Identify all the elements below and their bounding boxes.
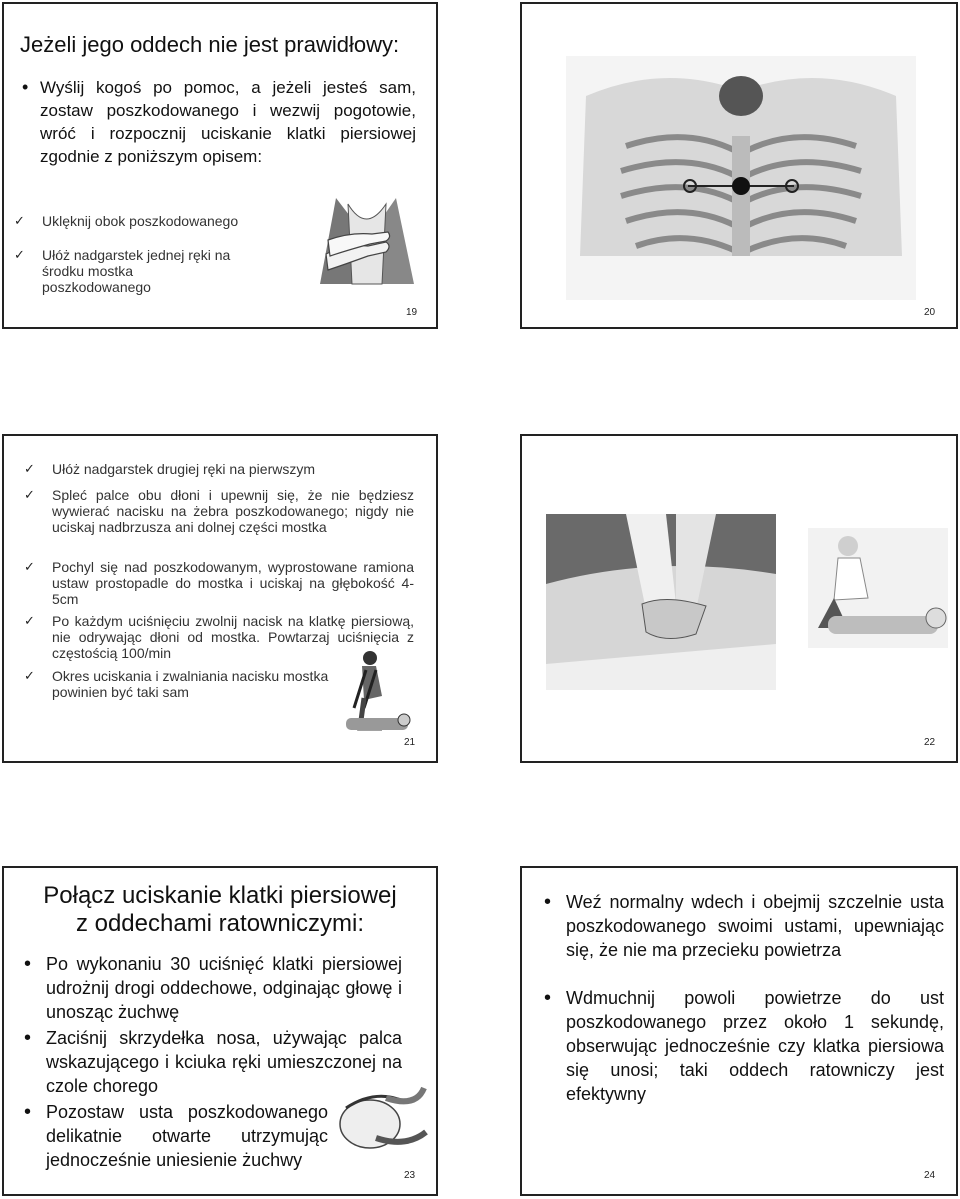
- check-item: [24, 668, 342, 700]
- page-number: 21: [404, 737, 416, 748]
- check-item: [24, 487, 414, 535]
- check-text: Okres uciskania i zwalniania nacisku mostka powinien być taki sam: [52, 668, 329, 700]
- ribcage-anatomy-image: [566, 56, 916, 300]
- checkmark-icon: ✓: [24, 487, 35, 502]
- hands-on-chest-illustration: [316, 194, 416, 286]
- page-number: 19: [406, 307, 418, 318]
- check-item: [14, 213, 302, 229]
- slide-22: [520, 434, 958, 763]
- check-text: Spleć palce obu dłoni i upewnij się, że nie będziesz wywierać nacisku na żebra poszkodowanego; nigdy nie uciskaj nadbrzusza ani dolnej części mostka: [52, 487, 414, 535]
- slide-20: [520, 2, 958, 329]
- check-item: [24, 559, 414, 607]
- page-number: 22: [924, 737, 936, 748]
- check-text: Uklęknij obok poszkodowanego: [42, 213, 239, 229]
- check-text: Ułóż nadgarstek drugiej ręki na pierwszym: [52, 461, 315, 477]
- checkmark-icon: ✓: [24, 559, 35, 574]
- bullet-item: • Weź normalny wdech i obejmij szczelnie usta poszkodowanego swoimi ustami, upewniając się, że nie ma przecieku powietrza: [542, 890, 944, 962]
- slide-subtitle: z oddechami ratowniczymi:: [75, 910, 365, 937]
- slide-23: [2, 866, 438, 1196]
- slide-19: [2, 2, 438, 329]
- checkmark-icon: ✓: [24, 668, 35, 683]
- cpr-rescuer-illustration: [342, 648, 412, 740]
- checkmark-icon: ✓: [24, 461, 35, 476]
- slide-title: Jeżeli jego oddech nie jest prawidłowy:: [20, 32, 400, 57]
- bullet-item: • Wyślij kogoś po pomoc, a jeżeli jesteś sam, zostaw poszkodowanego i wezwij pogotowie, wróć i rozpocznij uciskanie klatki piersiowej zgodnie z poniższym opisem:: [18, 76, 416, 168]
- airway-opening-illustration: [336, 1078, 428, 1164]
- checkmark-icon: ✓: [14, 213, 25, 228]
- rescuer-and-manikin-photo: [808, 528, 948, 648]
- chest-compression-photo: [546, 514, 776, 690]
- bullet-item: • Po wykonaniu 30 uciśnięć klatki piersiowej udrożnij drogi oddechowe, odginając głowę i unosząc żuchwę: [22, 952, 402, 1024]
- check-text: Pochyl się nad poszkodowanym, wyprostowane ramiona ustaw prostopadle do mostka i uciskaj na głębokość 4-5cm: [52, 559, 414, 607]
- bullet-item: • Wdmuchnij powoli powietrze do ust poszkodowanego przez około 1 sekundę, obserwując jednocześnie czy klatka piersiowa się unosi; taki oddech ratowniczy jest efektywny: [542, 986, 944, 1106]
- checkmark-icon: ✓: [14, 247, 25, 262]
- bullet-item: • Pozostaw usta poszkodowanego delikatnie otwarte utrzymując jednocześnie uniesienie żuchwy: [22, 1100, 328, 1172]
- check-item: [14, 247, 232, 295]
- slide-21: [2, 434, 438, 763]
- page-number: 23: [404, 1170, 416, 1181]
- slide-24: [520, 866, 958, 1196]
- page-number: 24: [924, 1170, 936, 1181]
- check-text: Ułóż nadgarstek jednej ręki na środku mostka poszkodowanego: [42, 247, 231, 295]
- checkmark-icon: ✓: [24, 613, 35, 628]
- check-text: Po każdym uciśnięciu zwolnij nacisk na klatkę piersiową, nie odrywając dłoni od mostka. Powtarzaj uciśnięcia z częstością 100/min: [52, 613, 414, 661]
- check-item: [24, 461, 392, 477]
- page-number: 20: [924, 307, 936, 318]
- slide-title: Połącz uciskanie klatki piersiowej: [43, 882, 397, 909]
- bullet-item: • Zaciśnij skrzydełka nosa, używając palca wskazującego i kciuka ręki umieszczonej na czole chorego: [22, 1026, 402, 1098]
